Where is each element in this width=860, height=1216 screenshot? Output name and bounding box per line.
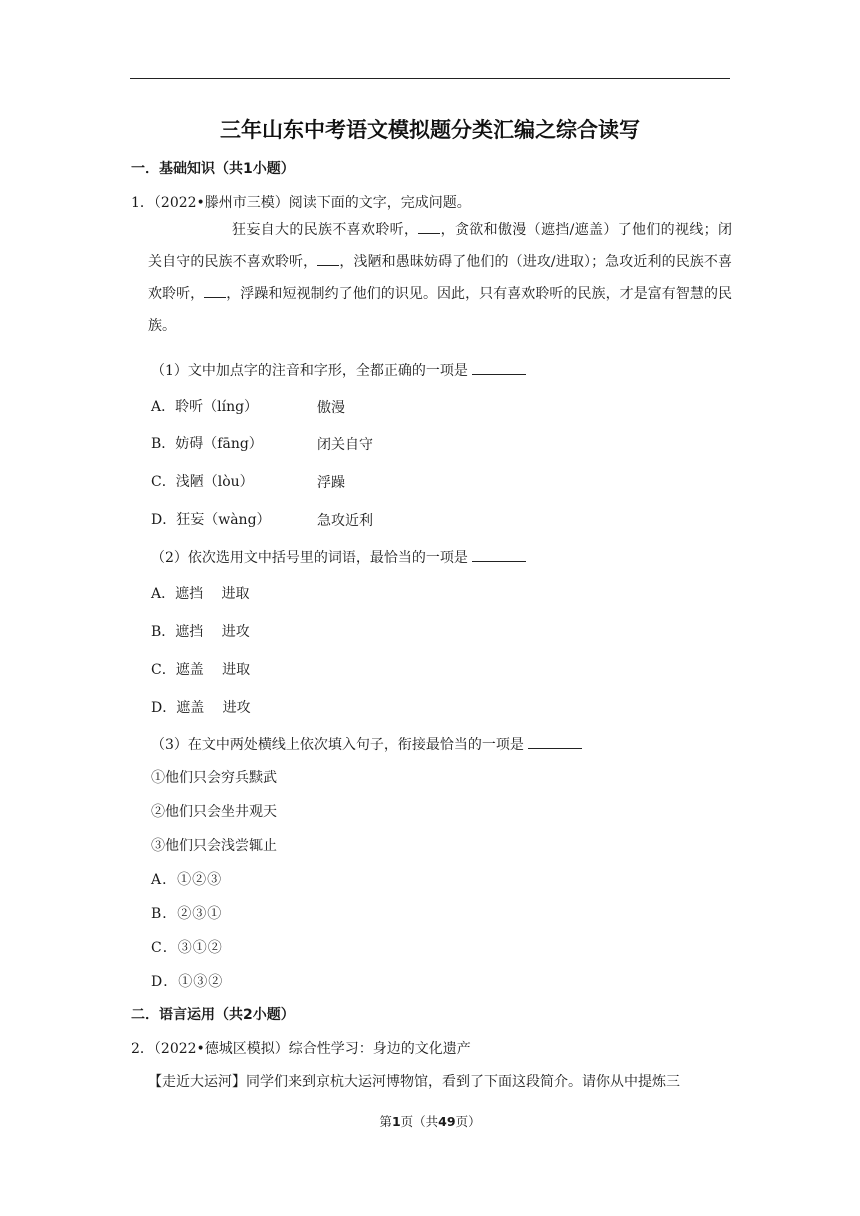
passage-sentence-4: ，浮躁和短视制约了他们的识见。因此，只有喜欢聆听的民族，才是富有智慧的民族。 — [148, 286, 733, 334]
question-2-intro: 【走近大运河】同学们来到京杭大运河博物馆，看到了下面这段简介。请你从中提炼三 — [148, 1074, 680, 1090]
sentence-item-2: ②他们只会坐井观天 — [151, 804, 277, 820]
question-1-stem: 1．（2022•滕州市三模）阅读下面的文字，完成问题。 — [131, 195, 471, 211]
option-2c: C．遮盖 进取 — [151, 662, 251, 678]
option-3d: D．①③② — [151, 974, 224, 990]
option-1d-word: 急攻近利 — [317, 513, 373, 529]
answer-blank-3 — [528, 736, 582, 749]
footer-prefix: 第 — [379, 1114, 392, 1129]
passage-sentence-3: ，浅陋和愚昧妨碍了他们的（进攻/进取）；急攻近利的民族不喜欢聆听， — [148, 254, 733, 302]
option-2d: D．遮盖 进攻 — [151, 700, 251, 716]
sentence-item-1: ①他们只会穷兵黩武 — [151, 770, 277, 786]
passage-sentence-2: ，贪欲和傲漫（遮挡/遮盖）了他们的视线；闭关自守的民族不喜欢聆听， — [148, 222, 732, 270]
reading-passage — [148, 214, 732, 342]
option-1b: B．妨碍（fāng） — [151, 436, 263, 452]
option-1d: D．狂妄（wàng） — [151, 512, 271, 528]
sub-question-2-text: （2）依次选用文中括号里的词语，最恰当的一项是 — [151, 550, 468, 566]
answer-blank-2 — [472, 549, 526, 562]
sub-question-3-text: （3）在文中两处横线上依次填入句子，衔接最恰当的一项是 — [151, 737, 524, 753]
option-1c: C．浅陋（lòu） — [151, 474, 254, 490]
section-heading-basic-knowledge: 一．基础知识（共1小题） — [131, 161, 295, 177]
option-2a: A．遮挡 进取 — [151, 586, 250, 602]
option-1b-word: 闭关自守 — [317, 437, 373, 453]
option-1a: A．聆听（líng） — [151, 399, 259, 415]
option-2b: B．遮挡 进攻 — [151, 624, 250, 640]
sub-question-2 — [151, 547, 526, 567]
page-footer — [0, 1112, 860, 1130]
current-page-number: 1 — [391, 1114, 401, 1129]
footer-middle: 页（共 — [400, 1114, 439, 1129]
sentence-item-3: ③他们只会浅尝辄止 — [151, 838, 277, 854]
document-title: 三年山东中考语文模拟题分类汇编之综合读写 — [220, 118, 640, 142]
option-3b: B．②③① — [151, 906, 223, 922]
footer-suffix: 页） — [455, 1114, 481, 1129]
option-1c-word: 浮躁 — [317, 475, 345, 491]
total-page-count: 49 — [438, 1114, 456, 1129]
question-2-stem: 2．（2022•德城区模拟）综合性学习：身边的文化遗产 — [131, 1041, 471, 1057]
fill-blank-1 — [418, 221, 440, 234]
header-rule — [130, 78, 730, 79]
answer-blank-1 — [472, 362, 526, 375]
sub-question-3 — [151, 734, 582, 754]
fill-blank-3 — [204, 285, 226, 298]
fill-blank-2 — [317, 253, 339, 266]
section-heading-language-use: 二．语言运用（共2小题） — [131, 1007, 295, 1023]
passage-sentence-1: 狂妄自大的民族不喜欢聆听， — [232, 222, 419, 238]
sub-question-1 — [151, 360, 526, 380]
option-3c: C．③①② — [151, 940, 223, 956]
sub-question-1-text: （1）文中加点字的注音和字形，全都正确的一项是 — [151, 363, 468, 379]
option-1a-word: 傲漫 — [317, 400, 345, 416]
option-3a: A．①②③ — [151, 872, 223, 888]
